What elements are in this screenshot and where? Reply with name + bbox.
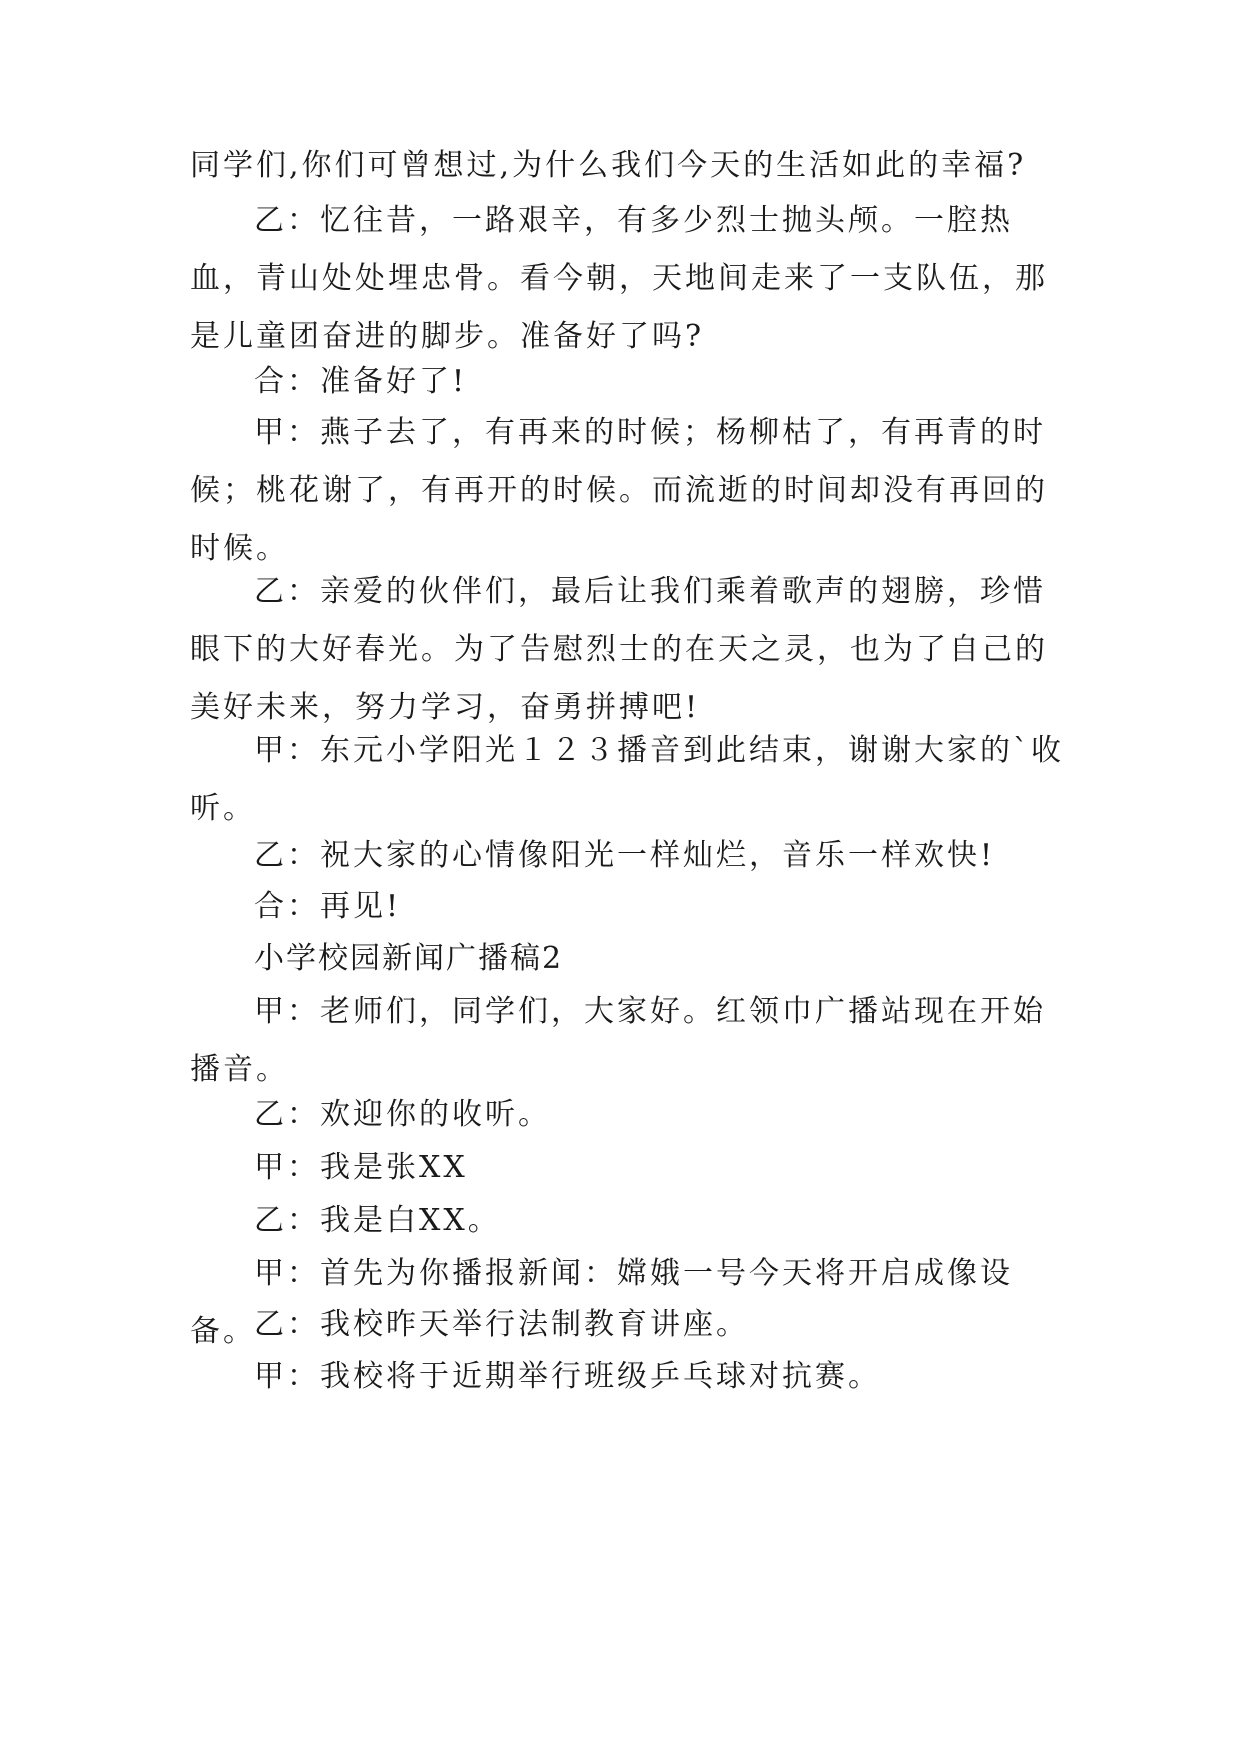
paragraph-10: 乙：欢迎你的收听。 xyxy=(254,1097,551,1132)
paragraph-7: 乙：祝大家的心情像阳光一样灿烂，音乐一样欢快! xyxy=(254,838,996,873)
paragraph-3: 合：准备好了! xyxy=(254,364,468,399)
paragraph-13: 甲：首先为你播报新闻：嫦娥一号今天将开启成像设备。 xyxy=(190,1256,1013,1349)
paragraph-14: 乙：我校昨天举行法制教育讲座。 xyxy=(254,1307,749,1342)
paragraph-15: 甲：我校将于近期举行班级乒乓球对抗赛。 xyxy=(254,1359,881,1394)
paragraph-9: 甲：老师们，同学们，大家好。红领巾广播站现在开始播音。 xyxy=(190,994,1046,1087)
section-title: 小学校园新闻广播稿2 xyxy=(254,941,564,976)
paragraph-12: 乙：我是白XX。 xyxy=(254,1203,501,1238)
paragraph-5: 乙：亲爱的伙伴们，最后让我们乘着歌声的翅膀，珍惜眼下的大好春光。为了告慰烈士的在天之灵，也为了自己的美好未来，努力学习，奋勇拼搏吧! xyxy=(190,574,1048,725)
paragraph-4: 甲：燕子去了，有再来的时候；杨柳枯了，有再青的时候；桃花谢了，有再开的时候。而流逝的时间却没有再回的时候。 xyxy=(190,415,1048,566)
paragraph-6: 甲：东元小学阳光１２３播音到此结束，谢谢大家的`收听。 xyxy=(190,733,1064,826)
paragraph-11: 甲：我是张XX xyxy=(254,1150,468,1185)
paragraph-8: 合：再见! xyxy=(254,889,402,924)
paragraph-1: 同学们,你们可曾想过,为什么我们今天的生活如此的幸福? xyxy=(190,148,1027,183)
paragraph-2: 乙：忆往昔，一路艰辛，有多少烈士抛头颅。一腔热血，青山处处埋忠骨。看今朝，天地间走来了一支队伍，那是儿童团奋进的脚步。准备好了吗? xyxy=(190,203,1048,354)
